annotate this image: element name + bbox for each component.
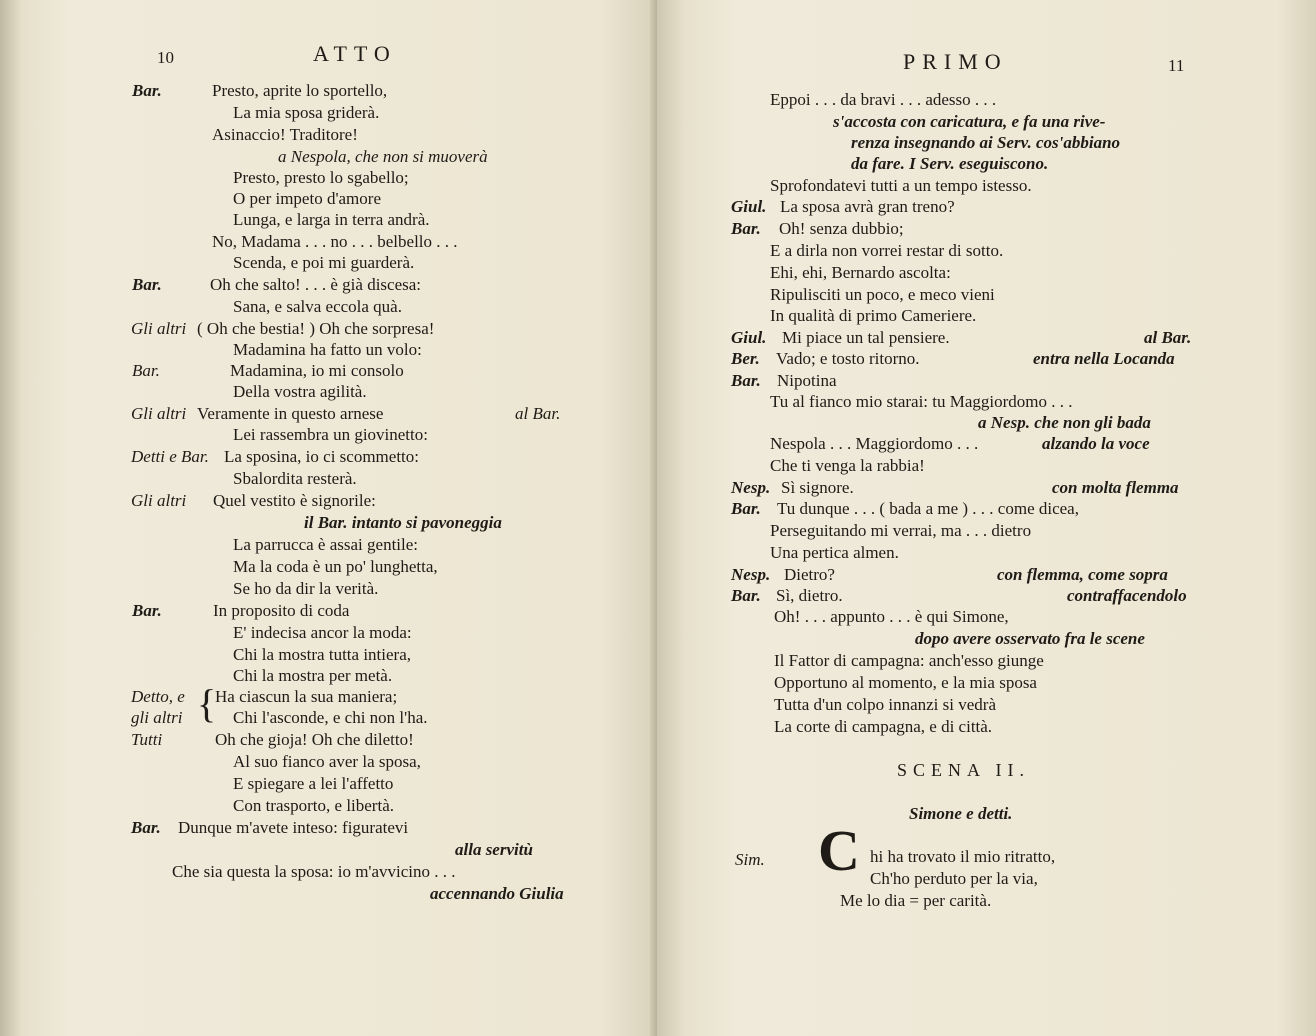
verse-line: Oh che salto! . . . è già discesa: bbox=[210, 275, 422, 294]
verse-line: Veramente in questo arnese bbox=[197, 404, 384, 423]
speaker: Bar. bbox=[132, 361, 160, 380]
stage-direction: al Bar. bbox=[1144, 328, 1192, 347]
verse-line: La mia sposa griderà. bbox=[233, 103, 380, 122]
verse-line: Me lo dia = per carità. bbox=[840, 891, 992, 910]
speaker: Bar. bbox=[731, 499, 761, 518]
verse-line: In qualità di primo Cameriere. bbox=[770, 306, 977, 325]
speaker: Tutti bbox=[131, 730, 163, 749]
speaker: Bar. bbox=[132, 81, 162, 100]
verse-line: Della vostra agilità. bbox=[233, 382, 367, 401]
verse-line: Oh! . . . appunto . . . è qui Simone, bbox=[774, 607, 1009, 626]
verse-line: No, Madama . . . no . . . belbello . . . bbox=[212, 232, 458, 251]
verse-line: Dietro? bbox=[784, 565, 835, 584]
verse-line: Presto, presto lo sgabello; bbox=[233, 168, 409, 187]
speaker: gli altri bbox=[131, 708, 183, 727]
verse-line: Al suo fianco aver la sposa, bbox=[233, 752, 421, 771]
scene-characters: Simone e detti. bbox=[909, 804, 1013, 823]
verse-line: Una pertica almen. bbox=[770, 543, 899, 562]
stage-direction: alla servitù bbox=[455, 840, 533, 859]
verse-line: Ma la coda è un po' lunghetta, bbox=[233, 557, 438, 576]
verse-line: Ch'ho perduto per la via, bbox=[870, 869, 1038, 888]
verse-line: Se ho da dir la verità. bbox=[233, 579, 379, 598]
speaker: Sim. bbox=[735, 850, 765, 869]
stage-direction: con molta flemma bbox=[1052, 478, 1179, 497]
verse-line: Che sia questa la sposa: io m'avvicino . . . bbox=[172, 862, 456, 881]
verse-line: Sì, dietro. bbox=[776, 586, 843, 605]
verse-line: Tu al fianco mio starai: tu Maggiordomo . . . bbox=[770, 392, 1073, 411]
speaker: Bar. bbox=[731, 219, 761, 238]
verse-line: Nipotina bbox=[777, 371, 837, 390]
verse-line: Asinaccio! Traditore! bbox=[212, 125, 358, 144]
stage-direction: s'accosta con caricatura, e fa una rive- bbox=[833, 112, 1106, 131]
speaker: Gli altri bbox=[131, 319, 187, 338]
verse-line: La sposina, io ci scommetto: bbox=[224, 447, 419, 466]
verse-line: Sana, e salva eccola quà. bbox=[233, 297, 402, 316]
verse-line: Quel vestito è signorile: bbox=[213, 491, 376, 510]
speaker: Nesp. bbox=[731, 478, 771, 497]
verse-line: La parrucca è assai gentile: bbox=[233, 535, 419, 554]
verse-line: La corte di campagna, e di città. bbox=[774, 717, 993, 736]
stage-direction: alzando la voce bbox=[1042, 434, 1150, 453]
verse-line: Chi l'asconde, e chi non l'ha. bbox=[233, 708, 428, 727]
verse-line: E a dirla non vorrei restar di sotto. bbox=[770, 241, 1004, 260]
speaker: Bar. bbox=[731, 586, 761, 605]
right-page-number: 11 bbox=[1168, 56, 1185, 75]
verse-line: ( Oh che bestia! ) Oh che sorpresa! bbox=[197, 319, 435, 338]
brace-mark: { bbox=[197, 681, 217, 726]
right-page bbox=[657, 0, 1316, 1036]
stage-direction: il Bar. intanto si pavoneggia bbox=[304, 513, 502, 532]
stage-direction: a Nespola, che non si muoverà bbox=[278, 147, 488, 166]
verse-line: Sì signore. bbox=[781, 478, 854, 497]
speaker: Nesp. bbox=[731, 565, 771, 584]
verse-line: Con trasporto, e libertà. bbox=[233, 796, 394, 815]
verse-line: La sposa avrà gran treno? bbox=[780, 197, 955, 216]
stage-direction: entra nella Locanda bbox=[1033, 349, 1175, 368]
verse-line: O per impeto d'amore bbox=[233, 189, 381, 208]
verse-line: Vado; e tosto ritorno. bbox=[776, 349, 920, 368]
verse-line: Che ti venga la rabbia! bbox=[770, 456, 925, 475]
verse-line: Eppoi . . . da bravi . . . adesso . . . bbox=[770, 90, 997, 109]
speaker: Bar. bbox=[131, 818, 161, 837]
speaker: Detti e Bar. bbox=[131, 447, 209, 466]
verse-line: E spiegare a lei l'affetto bbox=[233, 774, 394, 793]
stage-direction: a Nesp. che non gli bada bbox=[978, 413, 1151, 432]
verse-line: Tu dunque . . . ( bada a me ) . . . come dicea, bbox=[777, 499, 1079, 518]
verse-line: Ripulisciti un poco, e meco vieni bbox=[770, 285, 995, 304]
stage-direction: accennando Giulia bbox=[430, 884, 564, 903]
speaker: Gli altri bbox=[131, 491, 187, 510]
stage-direction: contraffacendolo bbox=[1067, 586, 1187, 605]
verse-line: Chi la mostra tutta intiera, bbox=[233, 645, 411, 664]
verse-line: Lei rassembra un giovinetto: bbox=[233, 425, 428, 444]
verse-line: Oh che gioja! Oh che diletto! bbox=[215, 730, 414, 749]
speaker: Bar. bbox=[132, 275, 162, 294]
verse-line: Scenda, e poi mi guarderà. bbox=[233, 253, 415, 272]
verse-line: In proposito di coda bbox=[213, 601, 350, 620]
verse-line: E' indecisa ancor la moda: bbox=[233, 623, 412, 642]
speaker: Bar. bbox=[731, 371, 761, 390]
verse-line: Madamina ha fatto un volo: bbox=[233, 340, 422, 359]
speaker: Gli altri bbox=[131, 404, 187, 423]
stage-direction: da fare. I Serv. eseguiscono. bbox=[851, 154, 1049, 173]
scene-title: SCENA II. bbox=[897, 760, 1031, 780]
drop-cap: C bbox=[818, 818, 860, 883]
verse-line: Oh! senza dubbio; bbox=[779, 219, 904, 238]
left-page-number: 10 bbox=[157, 48, 174, 67]
speaker: Ber. bbox=[731, 349, 760, 368]
verse-line: Chi la mostra per metà. bbox=[233, 666, 393, 685]
speaker: Detto, e bbox=[131, 687, 185, 706]
verse-line: Ha ciascun la sua maniera; bbox=[215, 687, 398, 706]
verse-line: Sprofondatevi tutti a un tempo istesso. bbox=[770, 176, 1032, 195]
left-running-header: ATTO bbox=[313, 41, 397, 66]
stage-direction: dopo avere osservato fra le scene bbox=[915, 629, 1145, 648]
speaker: Bar. bbox=[132, 601, 162, 620]
verse-line: Lunga, e larga in terra andrà. bbox=[233, 210, 430, 229]
verse-line: Madamina, io mi consolo bbox=[230, 361, 404, 380]
verse-line: Nespola . . . Maggiordomo . . . bbox=[770, 434, 979, 453]
stage-direction: con flemma, come sopra bbox=[997, 565, 1168, 584]
verse-line: Mi piace un tal pensiere. bbox=[782, 328, 950, 347]
verse-line: hi ha trovato il mio ritratto, bbox=[870, 847, 1056, 866]
speaker: Giul. bbox=[731, 328, 767, 347]
stage-direction: renza insegnando ai Serv. cos'abbiano bbox=[851, 133, 1121, 152]
verse-line: Opportuno al momento, e la mia sposa bbox=[774, 673, 1037, 692]
verse-line: Tutta d'un colpo innanzi si vedrà bbox=[774, 695, 996, 714]
left-page bbox=[0, 0, 657, 1036]
speaker: Giul. bbox=[731, 197, 767, 216]
verse-line: Perseguitando mi verrai, ma . . . dietro bbox=[770, 521, 1032, 540]
verse-line: Ehi, ehi, Bernardo ascolta: bbox=[770, 263, 951, 282]
right-running-header: PRIMO bbox=[903, 49, 1008, 74]
stage-direction: al Bar. bbox=[515, 404, 561, 423]
verse-line: Sbalordita resterà. bbox=[233, 469, 357, 488]
verse-line: Dunque m'avete inteso: figuratevi bbox=[178, 818, 409, 837]
verse-line: Presto, aprite lo sportello, bbox=[212, 81, 388, 100]
verse-line: Il Fattor di campagna: anch'esso giunge bbox=[774, 651, 1044, 670]
